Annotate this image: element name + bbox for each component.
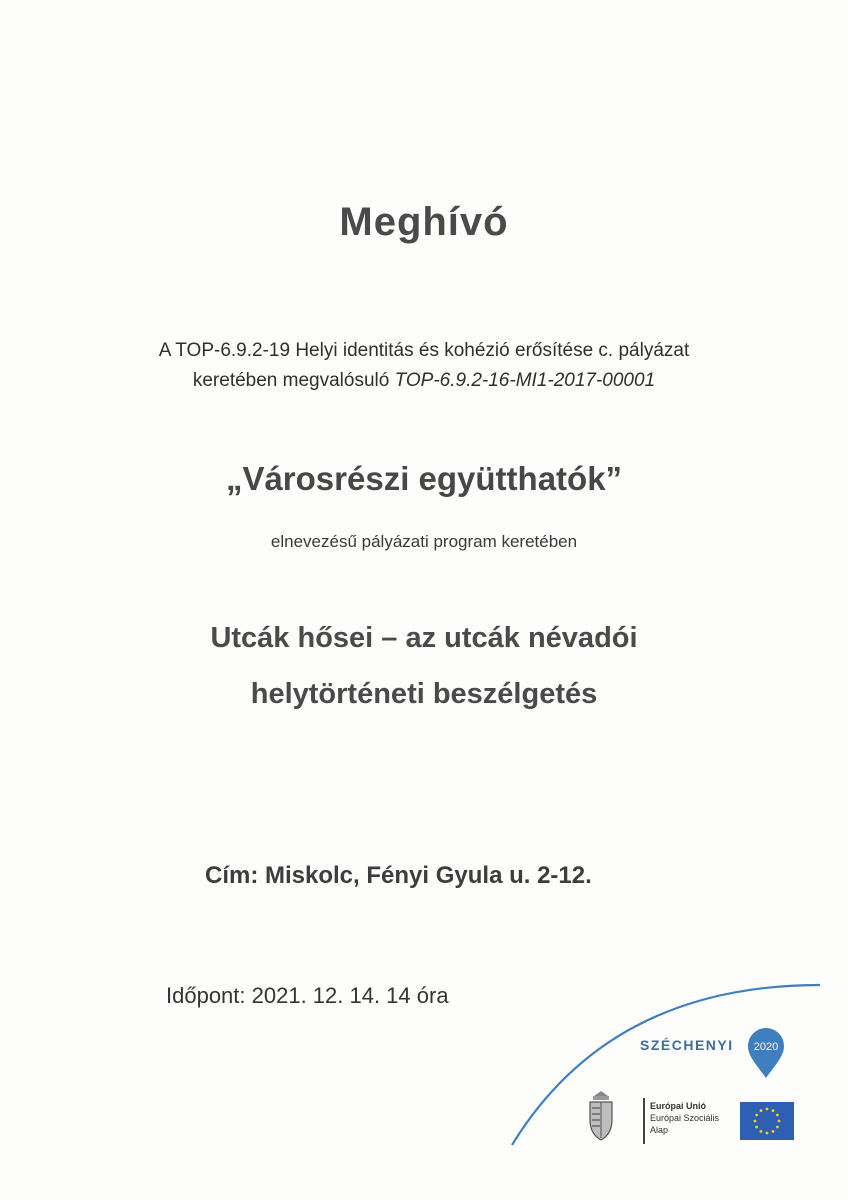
szechenyi-2020-pin-icon [744, 1024, 788, 1080]
szechenyi-logo-text: SZÉCHENYI [640, 1037, 734, 1053]
eu-logo-text [650, 1100, 719, 1136]
eu-flag-icon [740, 1102, 794, 1140]
eu-star [760, 1130, 763, 1133]
event-address: Cím: Miskolc, Fényi Gyula u. 2-12. [205, 862, 592, 889]
eu-star [766, 1108, 769, 1111]
eu-star [776, 1114, 779, 1117]
event-line-1: Utcák hősei – az utcák névadói [210, 622, 638, 654]
event-line-2: helytörténeti beszélgetés [250, 678, 598, 710]
eu-star [760, 1109, 763, 1112]
eu-line-2: Európai Szociális [650, 1113, 720, 1123]
intro-line-2-plain: keretében megvalósuló [192, 370, 395, 391]
eu-line-3: Alap [650, 1125, 669, 1135]
eu-star [755, 1114, 758, 1117]
eu-line-1: Európai Unió [650, 1101, 706, 1111]
program-name: „Városrészi együtthatók” [225, 460, 623, 497]
eu-star [755, 1126, 758, 1129]
szechenyi-year: 2020 [753, 1041, 779, 1053]
page-title: Meghívó [339, 200, 509, 244]
event-time: Időpont: 2021. 12. 14. 14 óra [166, 983, 449, 1008]
eu-star [772, 1130, 775, 1133]
hungarian-coat-of-arms-icon [584, 1090, 618, 1142]
eu-star [772, 1109, 775, 1112]
intro-line-1: A TOP-6.9.2-19 Helyi identitás és kohézió erősítése c. pályázat [158, 340, 690, 361]
eu-star [776, 1126, 779, 1129]
eu-star [778, 1120, 781, 1123]
project-code: TOP-6.9.2-16-MI1-2017-00001 [394, 370, 656, 391]
eu-star [766, 1132, 769, 1135]
program-subtitle: elnevezésű pályázati program keretében [270, 532, 578, 551]
eu-star [754, 1120, 757, 1123]
logo-divider [643, 1098, 645, 1144]
